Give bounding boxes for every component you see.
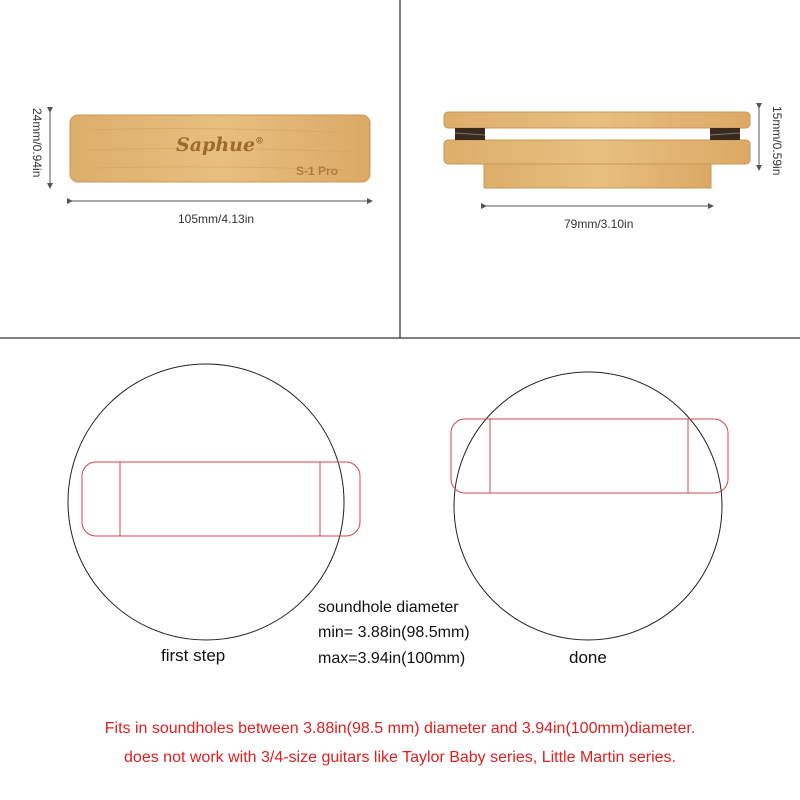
model-label: S-1 Pro: [296, 164, 339, 178]
first-step-caption: first step: [161, 646, 226, 665]
soundhole-min: min= 3.88in(98.5mm): [318, 624, 470, 641]
soundhole-max: max=3.94in(100mm): [318, 650, 466, 667]
pickup-outline-done: [451, 419, 728, 493]
brand-logo: [176, 134, 264, 156]
side-height-label: 15mm/0.59in: [770, 106, 784, 176]
soundhole-diameter-title: soundhole diameter: [318, 599, 459, 616]
soundhole-circle-done: [454, 372, 722, 640]
side-width-label: 79mm/3.10in: [564, 217, 634, 231]
done-caption: done: [569, 648, 607, 667]
pickup-outline-first-step: [82, 462, 360, 536]
width-label: 105mm/4.13in: [178, 212, 255, 226]
height-label: 24mm/0.94in: [30, 108, 44, 178]
brand-name: Saphue: [176, 134, 256, 156]
brand-registered-mark: ®: [255, 136, 265, 147]
soundhole-circle-first-step: [68, 364, 344, 640]
incompatibility-note: does not work with 3/4-size guitars like Taylor Baby series, Little Martin series.: [124, 749, 676, 766]
pickup-side-view: [444, 112, 750, 188]
compatibility-note: Fits in soundholes between 3.88in(98.5 mm) diameter and 3.94in(100mm)diameter.: [104, 720, 696, 737]
